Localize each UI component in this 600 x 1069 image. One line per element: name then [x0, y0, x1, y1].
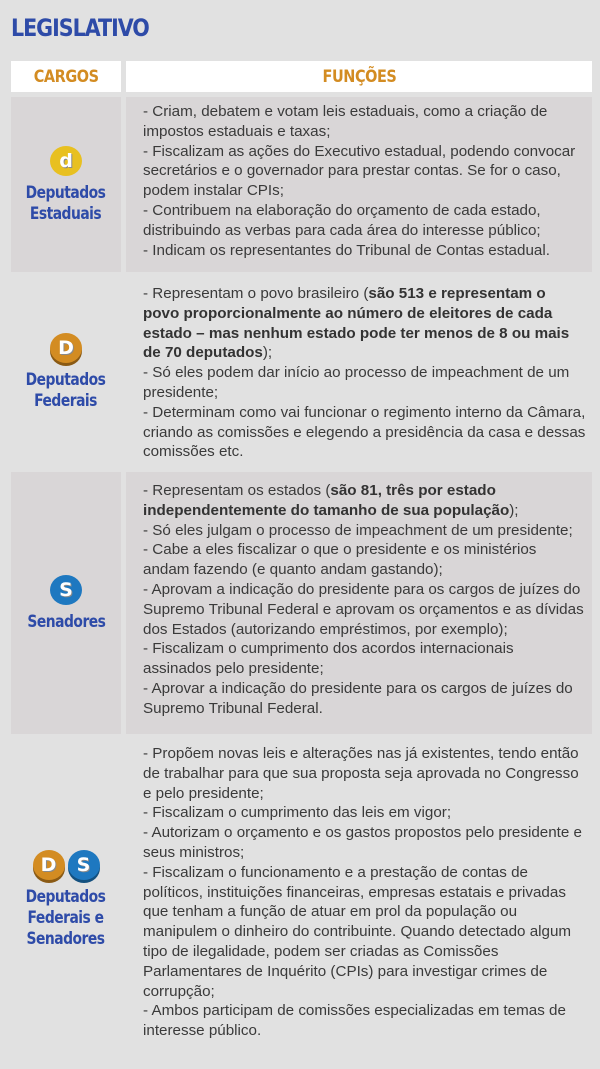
function-item: - Autorizam o orçamento e os gastos propostos pelo presidente e seus ministros;	[143, 824, 582, 861]
function-item: - Fiscalizam o cumprimento das leis em vigor;	[143, 804, 452, 822]
badge-group	[50, 333, 82, 363]
function-item: - Ambos participam de comissões especializadas em temas de interesse público.	[143, 1002, 566, 1040]
role-name: Deputados Federais	[26, 370, 106, 410]
function-item: - Fiscalizam as ações do Executivo estadual, podendo convocar secretários e o governador para prestar contas. Se for o caso, podem instalar CPIs;	[143, 142, 576, 200]
funcoes-text	[143, 102, 586, 260]
function-item: - Criam, debatem e votam leis estaduais, como a criação de impostos estaduais e taxas;	[143, 103, 548, 140]
column-header-cargos: CARGOS	[11, 61, 121, 92]
funcoes-text	[143, 744, 586, 1041]
badge-group	[33, 850, 100, 880]
funcoes-text	[143, 481, 586, 719]
funcoes-text	[143, 284, 586, 462]
badge-group	[50, 146, 82, 176]
function-item: - Aprovam a indicação do presidente para os cargos de juízes do Supremo Tribunal Federal e aprovam os orçamentos e as dívidas dos Estados (autorizando empréstimos, por exemplo);	[143, 580, 584, 638]
role-name: Deputados Estaduais	[26, 182, 106, 223]
page-title: LEGISLATIVO	[11, 14, 149, 42]
function-item: - Só eles podem dar início ao processo de impeachment de um presidente;	[143, 364, 570, 401]
deputado-federal-badge-icon: D	[50, 333, 82, 363]
senador-badge-icon: S	[50, 575, 82, 605]
deputado-estadual-badge-icon: d	[50, 146, 82, 176]
funcoes-cell	[126, 277, 592, 467]
function-item: - Fiscalizam o funcionamento e a prestação de contas de políticos, instituições financeiras, empresas estatais e privadas que tenham a função de atuar em prol da população ou manipulem o dinheiro do contribuinte. Quando detectado algum tipo de ilegalidade, podem ser criadas as Comissões Parlamentares de Inquérito (CPIs) para investigar crimes de corrupção;	[143, 863, 572, 1000]
table-row-deputados-e-senadores	[0, 739, 600, 1059]
function-item: - Fiscalizam o cumprimento dos acordos internacionais assinados pelo presidente;	[143, 640, 514, 678]
cargo-cell	[11, 97, 121, 272]
role-name: Senadores	[26, 611, 105, 631]
function-item: - Contribuem na elaboração do orçamento de cada estado, distribuindo as verbas para cada área do interesse público;	[143, 201, 541, 239]
function-item: - Indicam os representantes do Tribunal de Contas estadual.	[143, 241, 550, 259]
cargo-cell	[11, 277, 121, 467]
cargo-cell	[11, 472, 121, 734]
function-item: - Propõem novas leis e alterações nas já existentes, tendo então de trabalhar para que sua proposta seja aprovada no Congresso e pelo presidente;	[143, 745, 579, 802]
function-item: - Cabe a eles fiscalizar o que o presidente e os ministérios andam fazendo (e quanto andam gastando);	[143, 541, 537, 579]
table-row-senadores	[0, 472, 600, 734]
function-item: - Determinam como vai funcionar o regimento interno da Câmara, criando as comissões e elegendo a presidência da casa e dessas comissões etc.	[143, 403, 586, 461]
column-header-funcoes: FUNÇÕES	[126, 61, 592, 92]
senador-badge-icon: S	[68, 850, 100, 880]
function-item: - Só eles julgam o processo de impeachment de um presidente;	[143, 521, 573, 539]
table-row-deputados-estaduais	[0, 97, 600, 272]
funcoes-cell	[126, 97, 592, 272]
funcoes-cell	[126, 472, 592, 734]
table-row-deputados-federais	[0, 277, 600, 467]
badge-group	[50, 575, 82, 605]
function-item: - Representam o povo brasileiro (são 513 e representam o povo proporcionalmente ao número de eleitores de cada estado – mas nenhum estado pode ter menos de 8 ou mais de 70 deputados);	[143, 285, 570, 362]
role-name: Deputados Federais e Senadores	[26, 886, 106, 948]
function-item: - Representam os estados (são 81, três por estado independentemente do tamanho de sua população);	[143, 482, 519, 519]
cargo-cell	[11, 739, 121, 1059]
funcoes-cell	[126, 739, 592, 1059]
deputado-federal-badge-icon: D	[33, 850, 65, 880]
function-item: - Aprovar a indicação do presidente para os cargos de juízes do Supremo Tribunal Federal.	[143, 679, 573, 717]
